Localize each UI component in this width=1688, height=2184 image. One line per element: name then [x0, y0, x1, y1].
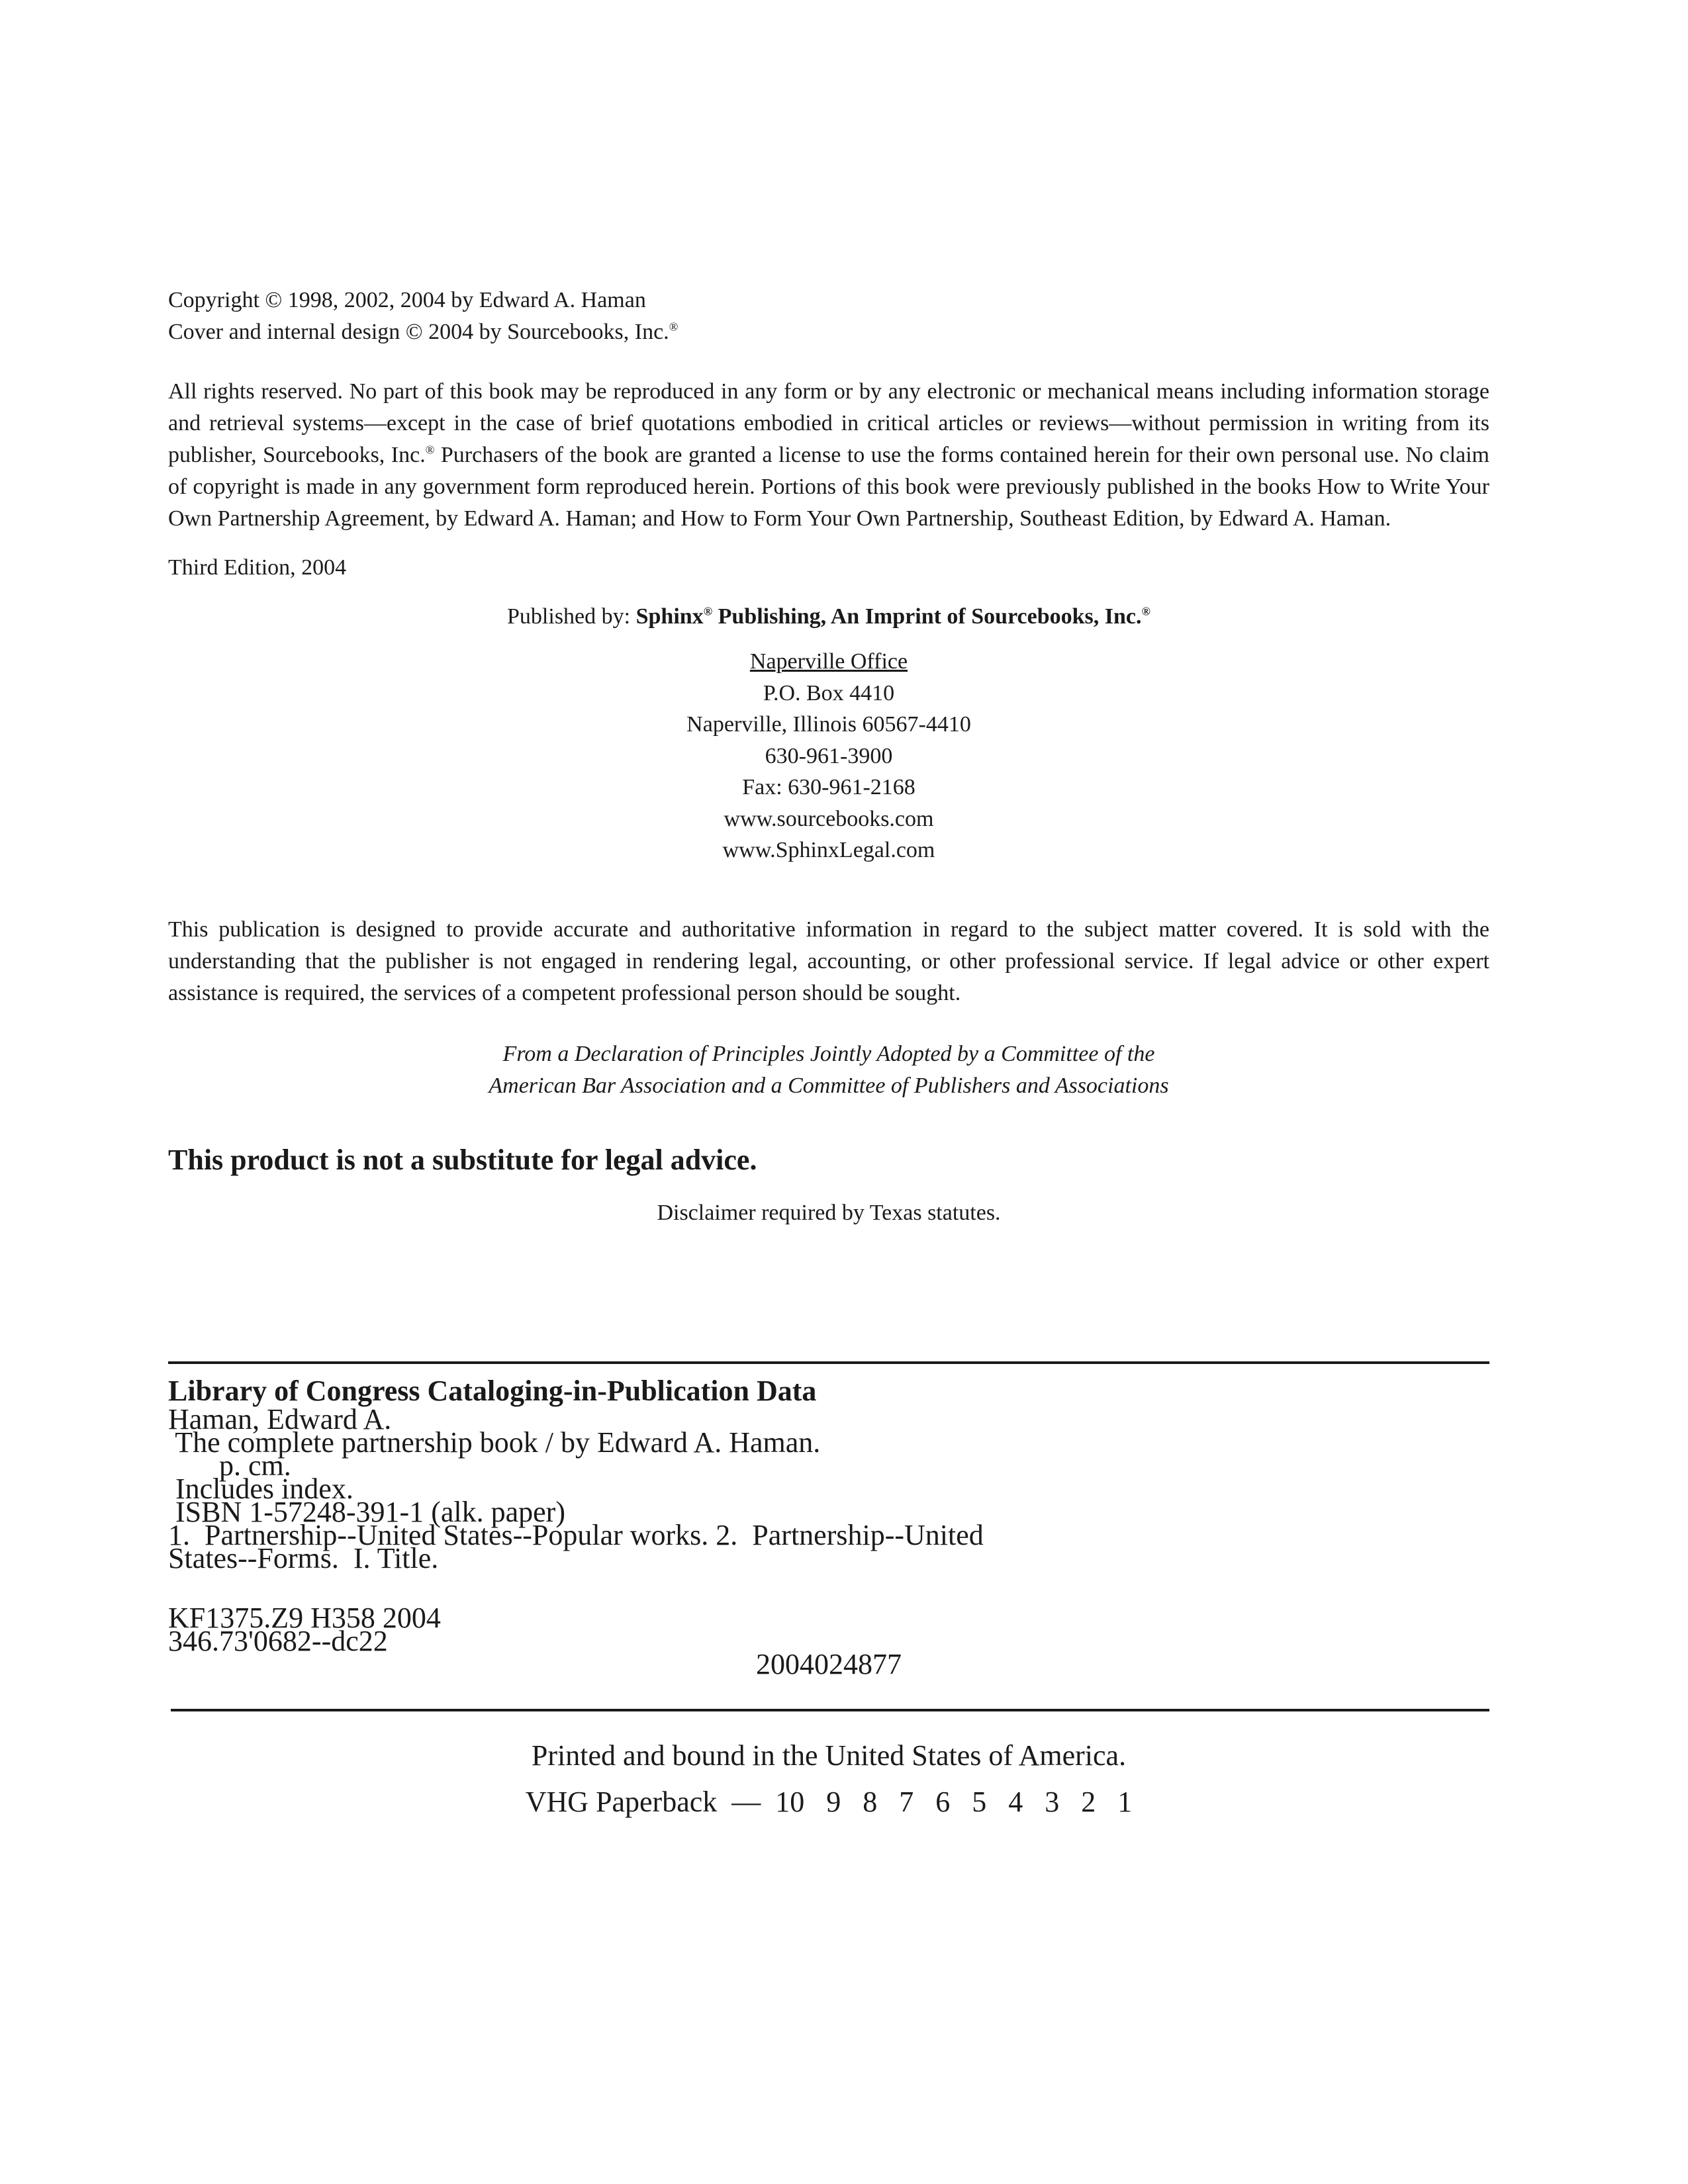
registered-mark: ® — [1141, 604, 1150, 618]
registered-mark: ® — [703, 604, 713, 618]
cip-data-block — [168, 1374, 1489, 1680]
cip-dewey: 346.73'0682--dc22 — [168, 1624, 388, 1657]
cip-lc-class: KF1375.Z9 H358 2004 — [168, 1601, 441, 1634]
divider — [171, 1709, 1489, 1711]
website-sphinxlegal: www.SphinxLegal.com — [722, 838, 935, 862]
legal-disclaimer-paragraph: This publication is designed to provide accurate and authoritative information in regard to the subject matter covered. It is sold with the understanding that the publisher is not engaged in rendering legal, accounting, or other professional service. If legal advice or other expert assistance is required, the services of a competent professional person should be sought. — [168, 917, 1489, 1005]
rights-text-part2: Purchasers of the book are granted a license to use the forms contained herein for their own personal use. No claim of copyright is made in any government form reproduced herein. Portions of this book were previously published in the books How to Write Your Own Partnership Agreement, by Edward A. Haman; and How to Form Your Own Partnership, Southeast Edition, by Edward A. Haman. — [168, 443, 1490, 531]
declaration-line-2: American Bar Association and a Committee of Publishers and Associations — [489, 1073, 1169, 1098]
fax-number: Fax: 630-961-2168 — [742, 775, 915, 799]
design-copyright-line — [168, 316, 1489, 348]
rights-text-part1: All rights reserved. No part of this book may be reproduced in any form or by any electronic or mechanical means including information storage and retrieval systems—except in the case of brief quotations embodied in critical articles or reviews—without permission in writing from its publisher, Sourcebooks, Inc. — [168, 379, 1489, 467]
declaration-line-1: From a Declaration of Principles Jointly Adopted by a Committee of the — [502, 1041, 1155, 1066]
cip-spacer — [168, 1570, 1489, 1606]
publisher-name-rest: Publishing, An Imprint of Sourcebooks, Inc. — [712, 604, 1142, 629]
registered-mark: ® — [669, 320, 679, 334]
divider — [168, 1361, 1489, 1364]
publisher-prefix: Published by: — [507, 604, 636, 629]
not-substitute-heading: This product is not a substitute for legal advice. — [168, 1143, 757, 1176]
registered-mark: ® — [425, 443, 435, 457]
cip-author: Haman, Edward A. — [168, 1402, 392, 1435]
cip-pages: p. cm. — [168, 1449, 291, 1482]
cip-isbn: ISBN 1-57248-391-1 (alk. paper) — [168, 1495, 565, 1528]
city-line: Naperville, Illinois 60567-4410 — [686, 712, 971, 737]
copyright-page — [168, 285, 1489, 1825]
printing-info — [168, 1733, 1489, 1825]
edition-line: Third Edition, 2004 — [168, 555, 347, 580]
cip-subjects-1: 1. Partnership--United States--Popular works. 2. Partnership--United — [168, 1518, 984, 1551]
printed-in-usa: Printed and bound in the United States of America. — [531, 1739, 1127, 1772]
office-name: Naperville Office — [749, 649, 908, 674]
rights-reserved-paragraph — [168, 376, 1489, 535]
cip-lccn: 2004024877 — [756, 1647, 902, 1680]
cip-title: The complete partnership book / by Edward A. Haman. — [168, 1426, 821, 1459]
cip-index: Includes index. — [168, 1472, 353, 1505]
publisher-name — [636, 604, 1150, 629]
website-sourcebooks: www.sourcebooks.com — [724, 806, 934, 831]
phone-number: 630-961-3900 — [765, 743, 893, 768]
copyright-line: Copyright © 1998, 2002, 2004 by Edward A. Haman — [168, 288, 646, 312]
print-line-number: VHG Paperback — 10 9 8 7 6 5 4 3 2 1 — [525, 1785, 1133, 1818]
copyright-notice — [168, 285, 1489, 348]
declaration-attribution — [168, 1038, 1489, 1102]
publisher-name-sphinx: Sphinx — [635, 604, 704, 629]
cip-heading: Library of Congress Cataloging-in-Publication Data — [168, 1374, 817, 1407]
po-box: P.O. Box 4410 — [763, 680, 895, 705]
publisher-address — [168, 646, 1489, 866]
texas-disclaimer: Disclaimer required by Texas statutes. — [657, 1200, 1001, 1225]
design-copyright-text: Cover and internal design © 2004 by Sourcebooks, Inc. — [168, 320, 669, 344]
cip-subjects-2: States--Forms. I. Title. — [168, 1541, 439, 1574]
publisher-line — [168, 601, 1489, 633]
